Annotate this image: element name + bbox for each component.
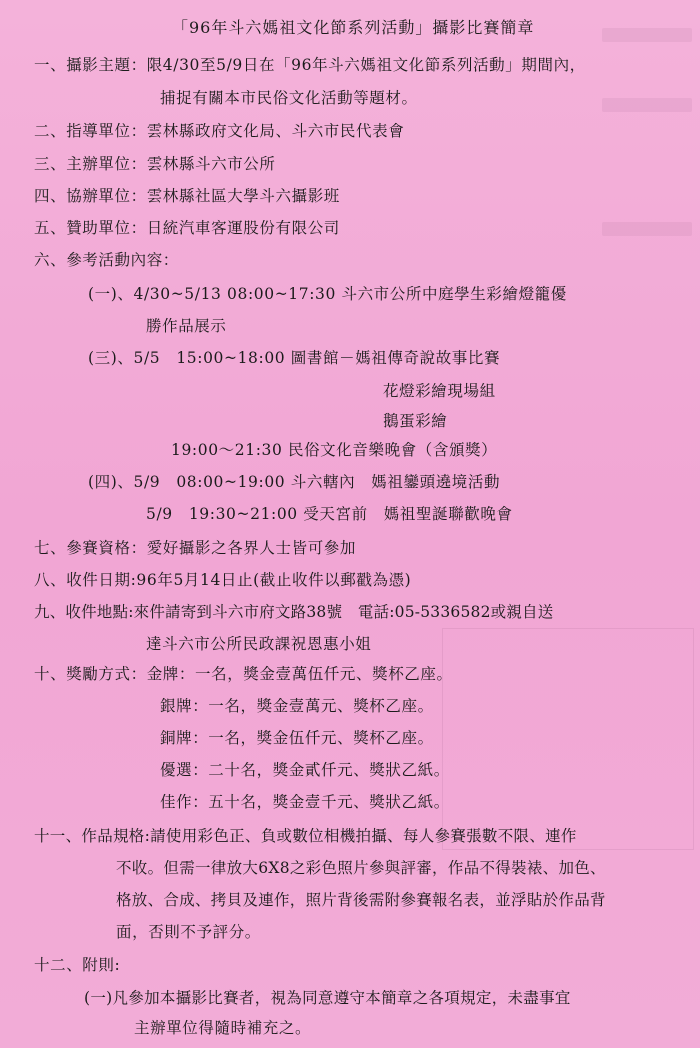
award-honorable: 佳作：五十名，獎金壹千元、獎狀乙紙。: [160, 793, 450, 811]
activity-1: (一)、4/30~5/13 08:00~17:30 斗六市公所中庭學生彩繪燈籠優: [88, 285, 567, 303]
award-merit: 優選：二十名，獎金貳仟元、獎狀乙紙。: [160, 761, 450, 779]
document-title: 「96年斗六媽祖文化節系列活動」攝影比賽簡章: [172, 18, 535, 37]
section-1-continued: 捕捉有關本市民俗文化活動等題材。: [160, 89, 418, 107]
activity-3-evening: 19:00～21:30 民俗文化音樂晚會（含頒獎）: [171, 441, 498, 459]
section-11-line-4: 面，否則不予評分。: [116, 923, 261, 941]
bleed-through-box: [442, 628, 694, 850]
section-8: 八、收件日期:96年5月14日止(截止收件以郵戳為憑): [34, 571, 412, 589]
bleed-through-mark: [602, 28, 692, 42]
activity-3-sub2: 鵝蛋彩繪: [383, 412, 448, 430]
section-11-line-2: 不收。但需一律放大6X8之彩色照片參與評審，作品不得裝裱、加色、: [116, 859, 606, 877]
award-bronze: 銅牌：一名，獎金伍仟元、獎杯乙座。: [160, 729, 434, 747]
award-silver: 銀牌：一名，獎金壹萬元、獎杯乙座。: [160, 697, 434, 715]
section-3-text: 雲林縣斗六市公所: [146, 155, 276, 173]
bleed-through-mark: [602, 98, 692, 112]
section-12-item-1: (一)凡參加本攝影比賽者，視為同意遵守本簡章之各項規定，未盡事宜: [84, 989, 571, 1007]
activity-4-evening: 5/9 19:30~21:00 受天宮前 媽祖聖誕聯歡晚會: [146, 505, 513, 523]
bleed-through-mark: [602, 222, 692, 236]
section-1-text: 限4/30至5/9日在「96年斗六媽祖文化節系列活動」期間內，: [146, 56, 586, 74]
section-1: [34, 55, 586, 75]
section-3-label: 三、主辦單位：: [34, 155, 147, 173]
section-2-text: 雲林縣政府文化局、斗六市民代表會: [146, 122, 405, 140]
section-12-label: 十二、附則:: [34, 956, 121, 974]
section-3: [34, 154, 276, 174]
section-5-text: 日統汽車客運股份有限公司: [146, 219, 340, 237]
activity-4: (四)、5/9 08:00~19:00 斗六轄內 媽祖鑾頭遶境活動: [88, 473, 501, 491]
section-7: 七、參賽資格：愛好攝影之各界人士皆可參加: [34, 539, 357, 557]
section-6-label: 六、參考活動內容：: [34, 251, 179, 269]
section-10: [34, 664, 453, 684]
section-5: [34, 218, 340, 238]
section-5-label: 五、贊助單位：: [34, 219, 147, 237]
activity-3-sub1: 花燈彩繪現場組: [383, 382, 496, 400]
section-10-label: 十、獎勵方式：: [34, 665, 147, 683]
section-4-text: 雲林縣社區大學斗六攝影班: [146, 187, 340, 205]
section-1-label: 一、攝影主題：: [34, 56, 147, 74]
section-12-item-1-continued: 主辦單位得隨時補充之。: [134, 1019, 312, 1037]
section-4: [34, 186, 340, 206]
section-9-continued: 達斗六市公所民政課祝恩惠小姐: [146, 635, 372, 653]
section-4-label: 四、協辦單位：: [34, 187, 147, 205]
activity-3: (三)、5/5 15:00~18:00 圖書館－媽祖傳奇說故事比賽: [88, 349, 501, 367]
section-2-label: 二、指導單位：: [34, 122, 147, 140]
section-11-line-1: 十一、作品規格:請使用彩色正、負或數位相機拍攝、每人參賽張數不限、連作: [34, 827, 577, 845]
award-gold: 金牌：一名，獎金壹萬伍仟元、獎杯乙座。: [146, 665, 453, 683]
activity-1-continued: 勝作品展示: [146, 317, 227, 335]
section-11-line-3: 格放、合成、拷貝及連作，照片背後需附參賽報名表，並浮貼於作品背: [116, 891, 606, 909]
section-9: 九、收件地點:來件請寄到斗六市府文路38號 電話:05-5336582或親自送: [34, 603, 554, 621]
section-2: [34, 121, 404, 141]
